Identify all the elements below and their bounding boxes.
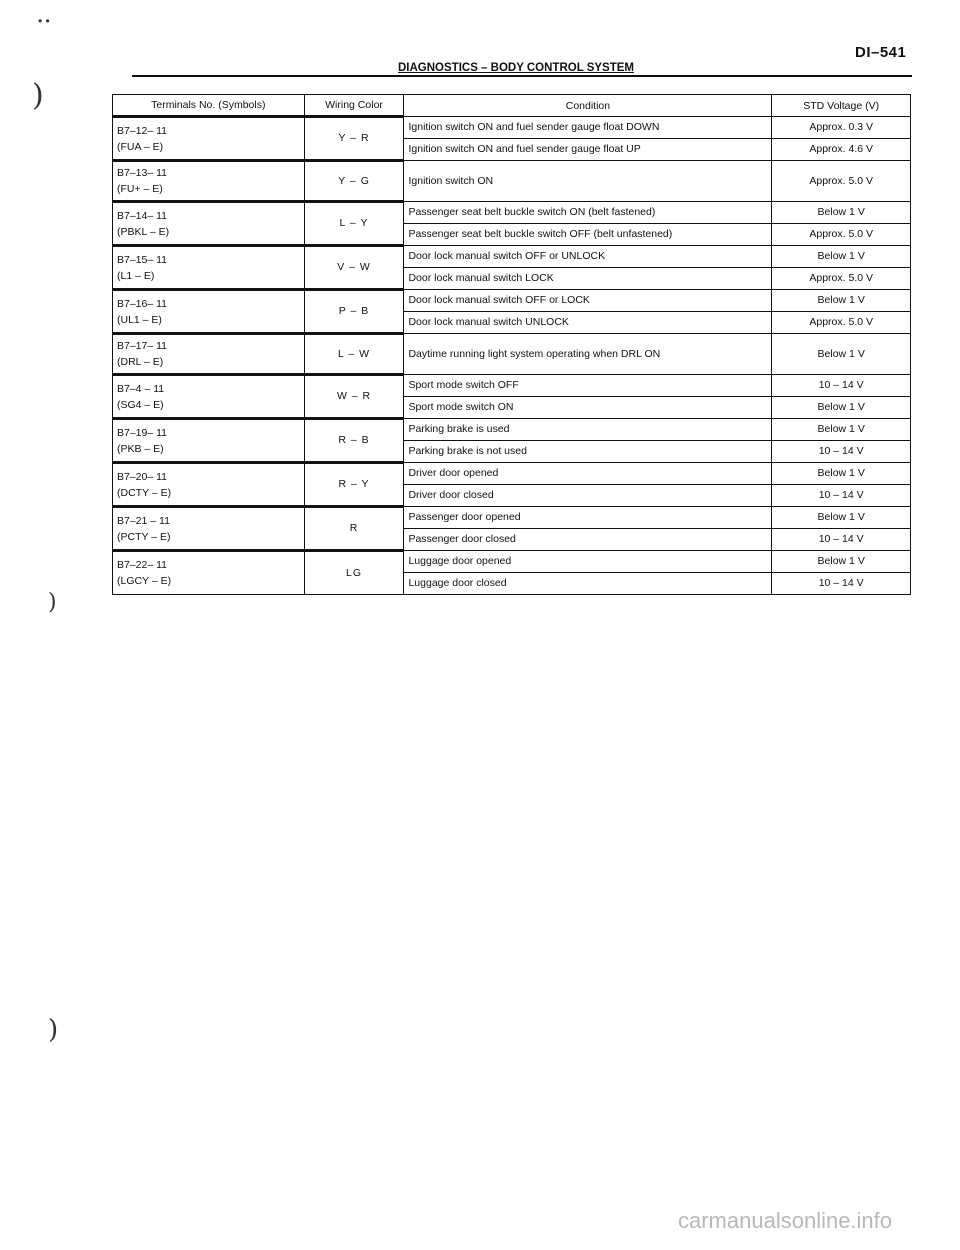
std-voltage-cell: Approx. 0.3 V [772,117,911,139]
terminal-voltage-table [112,94,911,595]
terminal-symbol: (PBKL – E) [117,225,170,238]
std-voltage-cell: Below 1 V [772,202,911,224]
wiring-color-cell: R – B [304,419,404,463]
condition-cell: Sport mode switch ON [404,397,772,419]
condition-cell: Door lock manual switch OFF or UNLOCK [404,246,772,268]
std-voltage-cell: Below 1 V [772,419,911,441]
terminal-symbol: (PKB – E) [117,442,164,455]
std-voltage-cell: Below 1 V [772,551,911,573]
condition-cell: Ignition switch ON [404,161,772,202]
wiring-color-cell: Y – R [304,117,404,161]
terminal-symbol: (L1 – E) [117,269,155,282]
std-voltage-cell: 10 – 14 V [772,441,911,463]
terminal-symbol: (FU+ – E) [117,183,163,195]
page-number: DI–541 [855,44,907,61]
std-voltage-cell: Below 1 V [772,463,911,485]
condition-cell: Parking brake is used [404,419,772,441]
terminal-number: B7–16– 11 [117,297,168,310]
condition-cell: Door lock manual switch LOCK [404,268,772,290]
table-row [113,419,911,441]
std-voltage-cell: 10 – 14 V [772,485,911,507]
condition-cell: Door lock manual switch OFF or LOCK [404,290,772,312]
terminal-cell [113,290,305,334]
condition-cell: Driver door opened [404,463,772,485]
table-row [113,202,911,224]
table-header-row [113,95,911,117]
wiring-color-cell: R – Y [304,463,404,507]
terminal-number: B7–20– 11 [117,470,168,483]
condition-cell: Passenger seat belt buckle switch OFF (belt unfastened) [404,224,772,246]
wiring-color-cell: P – B [304,290,404,334]
terminal-number: B7–12– 11 [117,124,168,137]
terminal-symbol: (LGCY – E) [117,575,172,587]
condition-cell: Driver door closed [404,485,772,507]
std-voltage-cell: Below 1 V [772,507,911,529]
condition-cell: Sport mode switch OFF [404,375,772,397]
watermark: carmanualsonline.info [678,1208,893,1233]
terminal-cell [113,375,305,419]
wiring-color-cell: R [304,507,404,551]
terminal-symbol: (DCTY – E) [117,486,172,499]
terminal-cell [113,202,305,246]
std-voltage-cell: 10 – 14 V [772,573,911,595]
table-row [113,117,911,139]
terminal-cell [113,551,305,595]
header-rule [132,75,912,77]
column-header-terminals: Terminals No. (Symbols) [113,95,305,117]
column-header-condition: Condition [404,95,772,117]
terminal-cell [113,117,305,161]
wiring-color-cell: V – W [304,246,404,290]
terminal-cell [113,507,305,551]
condition-cell: Daytime running light system operating when DRL ON [404,334,772,375]
std-voltage-cell: 10 – 14 V [772,375,911,397]
std-voltage-cell: Below 1 V [772,290,911,312]
wiring-color-cell: L – Y [304,202,404,246]
terminal-number: B7–4 – 11 [117,382,165,395]
section-title: DIAGNOSTICS – BODY CONTROL SYSTEM [398,62,634,74]
terminal-number: B7–13– 11 [117,167,168,179]
table-row [113,463,911,485]
terminal-symbol: (FUA – E) [117,140,164,153]
std-voltage-cell: Below 1 V [772,397,911,419]
binder-mark: ) [48,590,57,615]
wiring-color-cell: W – R [304,375,404,419]
std-voltage-cell: Approx. 5.0 V [772,312,911,334]
terminal-number: B7–19– 11 [117,426,168,439]
terminal-cell [113,419,305,463]
condition-cell: Door lock manual switch UNLOCK [404,312,772,334]
terminal-number: B7–14– 11 [117,209,168,222]
table-row [113,161,911,202]
terminal-symbol: (SG4 – E) [117,398,164,411]
terminal-cell [113,246,305,290]
binder-mark: ) [32,78,44,113]
scan-dot-mark: • • [38,14,50,28]
terminal-number: B7–17– 11 [117,340,168,352]
table-row [113,551,911,573]
terminal-cell [113,334,305,375]
terminal-number: B7–22– 11 [117,559,168,571]
table-row [113,507,911,529]
binder-mark: ) [48,1015,59,1045]
std-voltage-cell: Below 1 V [772,246,911,268]
wiring-color-cell: Y – G [304,161,404,202]
terminal-cell [113,161,305,202]
column-header-wiring-color: Wiring Color [304,95,404,117]
condition-cell: Passenger seat belt buckle switch ON (belt fastened) [404,202,772,224]
std-voltage-cell: 10 – 14 V [772,529,911,551]
table-row [113,334,911,375]
table-row [113,375,911,397]
condition-cell: Passenger door closed [404,529,772,551]
std-voltage-cell: Approx. 5.0 V [772,161,911,202]
std-voltage-cell: Approx. 4.6 V [772,139,911,161]
wiring-color-cell: LG [304,551,404,595]
terminal-cell [113,463,305,507]
terminal-symbol: (UL1 – E) [117,313,162,326]
condition-cell: Parking brake is not used [404,441,772,463]
terminal-number: B7–21 – 11 [117,514,170,527]
terminal-number: B7–15– 11 [117,253,168,266]
column-header-std-voltage: STD Voltage (V) [772,95,911,117]
condition-cell: Luggage door opened [404,551,772,573]
condition-cell: Ignition switch ON and fuel sender gauge float UP [404,139,772,161]
table-row [113,246,911,268]
terminal-symbol: (DRL – E) [117,356,164,368]
condition-cell: Luggage door closed [404,573,772,595]
condition-cell: Passenger door opened [404,507,772,529]
condition-cell: Ignition switch ON and fuel sender gauge float DOWN [404,117,772,139]
std-voltage-cell: Approx. 5.0 V [772,268,911,290]
std-voltage-cell: Below 1 V [772,334,911,375]
table-row [113,290,911,312]
std-voltage-cell: Approx. 5.0 V [772,224,911,246]
terminal-symbol: (PCTY – E) [117,530,171,543]
wiring-color-cell: L – W [304,334,404,375]
